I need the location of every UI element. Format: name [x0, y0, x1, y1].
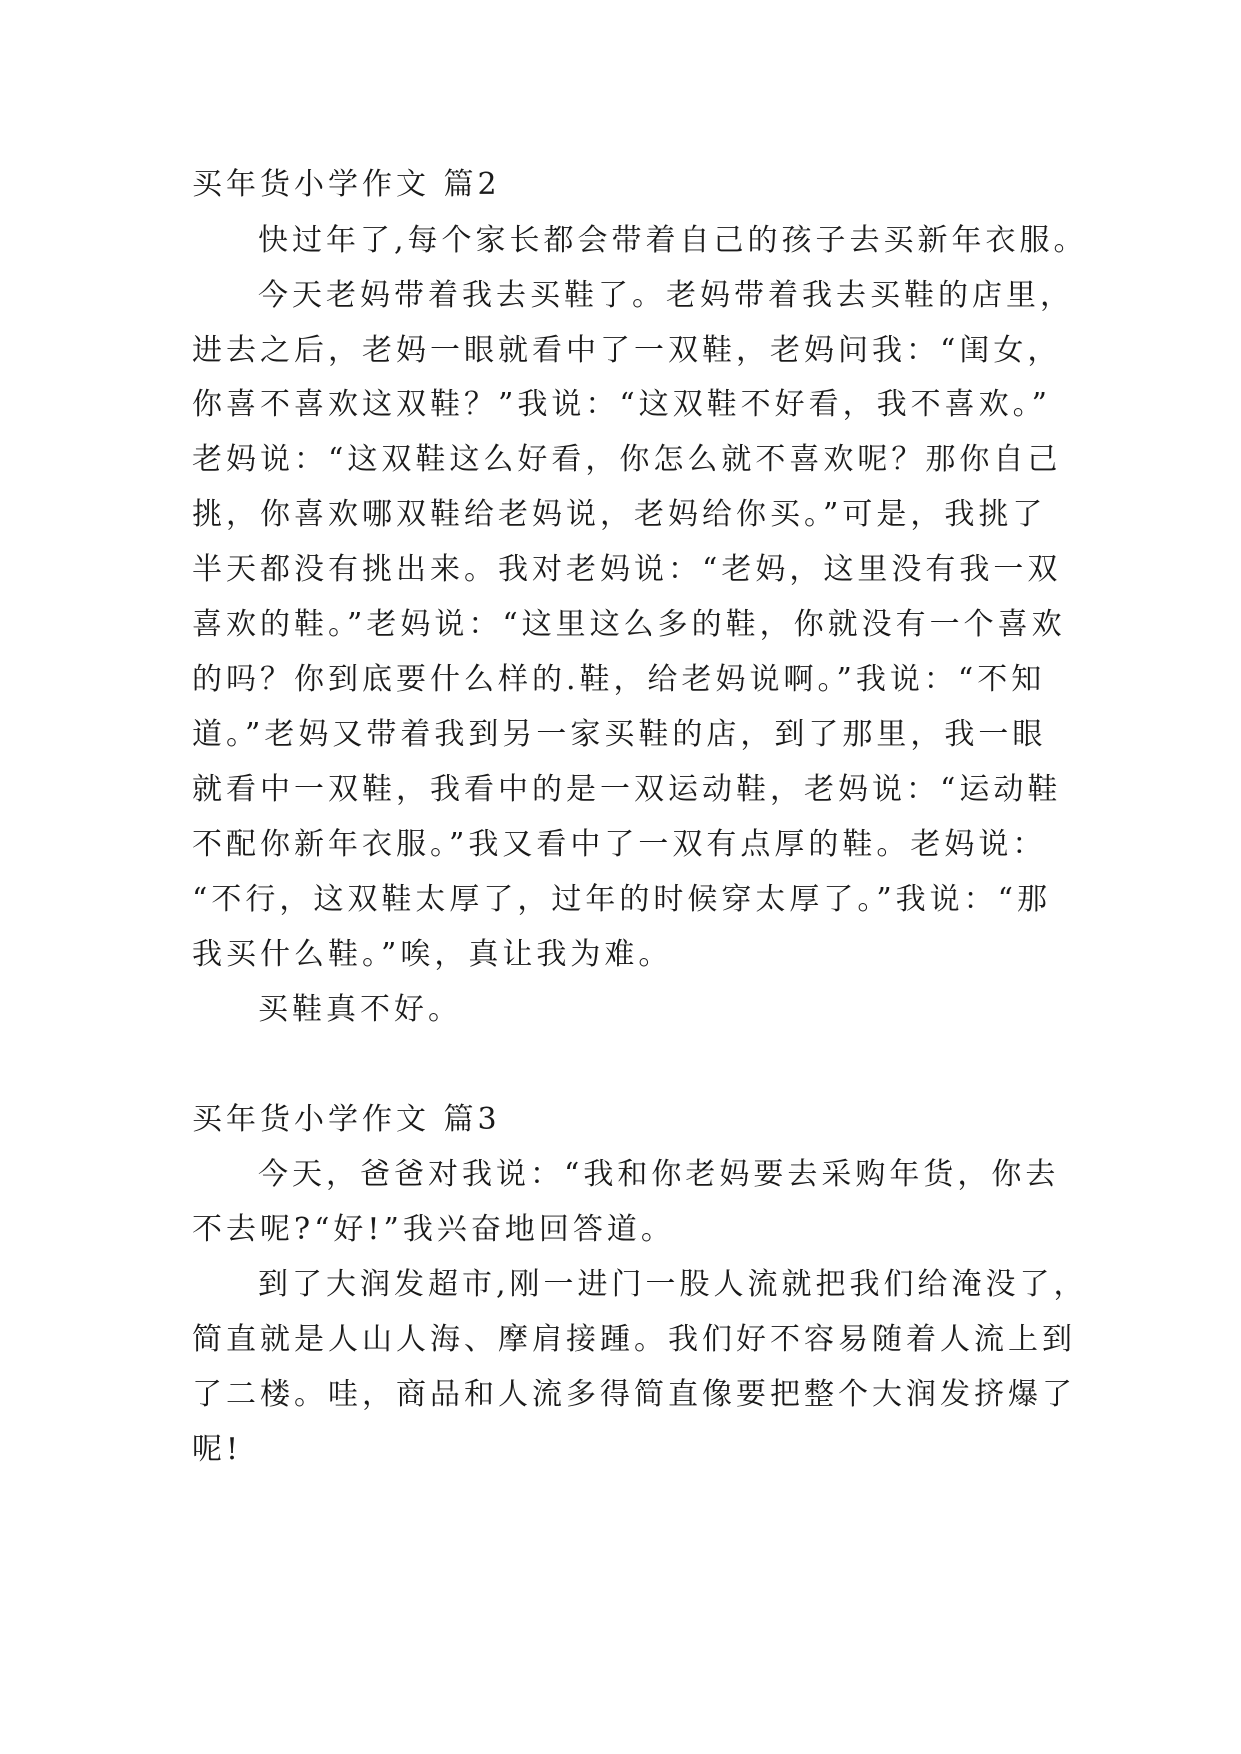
paragraph-line: 的吗？你到底要什么样的.鞋，给老妈说啊。”我说：“不知 [192, 662, 1046, 697]
paragraph-line: 简直就是人山人海、摩肩接踵。我们好不容易随着人流上到 [192, 1322, 1076, 1357]
paragraph-line: 半天都没有挑出来。我对老妈说：“老妈，这里没有我一双 [192, 552, 1062, 587]
section-heading: 买年货小学作文 篇3 [192, 1102, 501, 1137]
paragraph-line: 了二楼。哇，商品和人流多得简直像要把整个大润发挤爆了 [192, 1377, 1076, 1412]
paragraph-line: 今天，爸爸对我说：“我和你老妈要去采购年货，你去 [258, 1157, 1060, 1192]
paragraph-line: 不配你新年衣服。”我又看中了一双有点厚的鞋。老妈说： [192, 827, 1047, 862]
section-heading: 买年货小学作文 篇2 [192, 167, 501, 202]
paragraph-line: 今天老妈带着我去买鞋了。老妈带着我去买鞋的店里， [258, 278, 1074, 313]
paragraph-line: 老妈说：“这双鞋这么好看，你怎么就不喜欢呢？那你自己 [192, 442, 1062, 477]
paragraph-line: 快过年了,每个家长都会带着自己的孩子去买新年衣服。 [258, 223, 1088, 258]
paragraph-line: 呢! [192, 1432, 243, 1467]
paragraph-line: 进去之后，老妈一眼就看中了一双鞋，老妈问我：“闺女， [192, 333, 1062, 368]
paragraph-line: 你喜不喜欢这双鞋？”我说：“这双鞋不好看，我不喜欢。” [192, 387, 1052, 422]
paragraph-line: “不行，这双鞋太厚了，过年的时候穿太厚了。”我说：“那 [192, 882, 1052, 917]
paragraph-line: 不去呢?“好!”我兴奋地回答道。 [192, 1212, 675, 1247]
paragraph-line: 就看中一双鞋，我看中的是一双运动鞋，老妈说：“运动鞋 [192, 772, 1062, 807]
paragraph-line: 挑，你喜欢哪双鞋给老妈说，老妈给你买。”可是，我挑了 [192, 497, 1047, 532]
paragraph-line: 喜欢的鞋。”老妈说：“这里这么多的鞋，你就没有一个喜欢 [192, 607, 1066, 642]
paragraph-line: 道。”老妈又带着我到另一家买鞋的店，到了那里，我一眼 [192, 717, 1047, 752]
paragraph-line: 买鞋真不好。 [258, 992, 462, 1027]
paragraph-line: 到了大润发超市,刚一进门一股人流就把我们给淹没了， [258, 1267, 1088, 1302]
paragraph-line: 我买什么鞋。”唉，真让我为难。 [192, 937, 673, 972]
